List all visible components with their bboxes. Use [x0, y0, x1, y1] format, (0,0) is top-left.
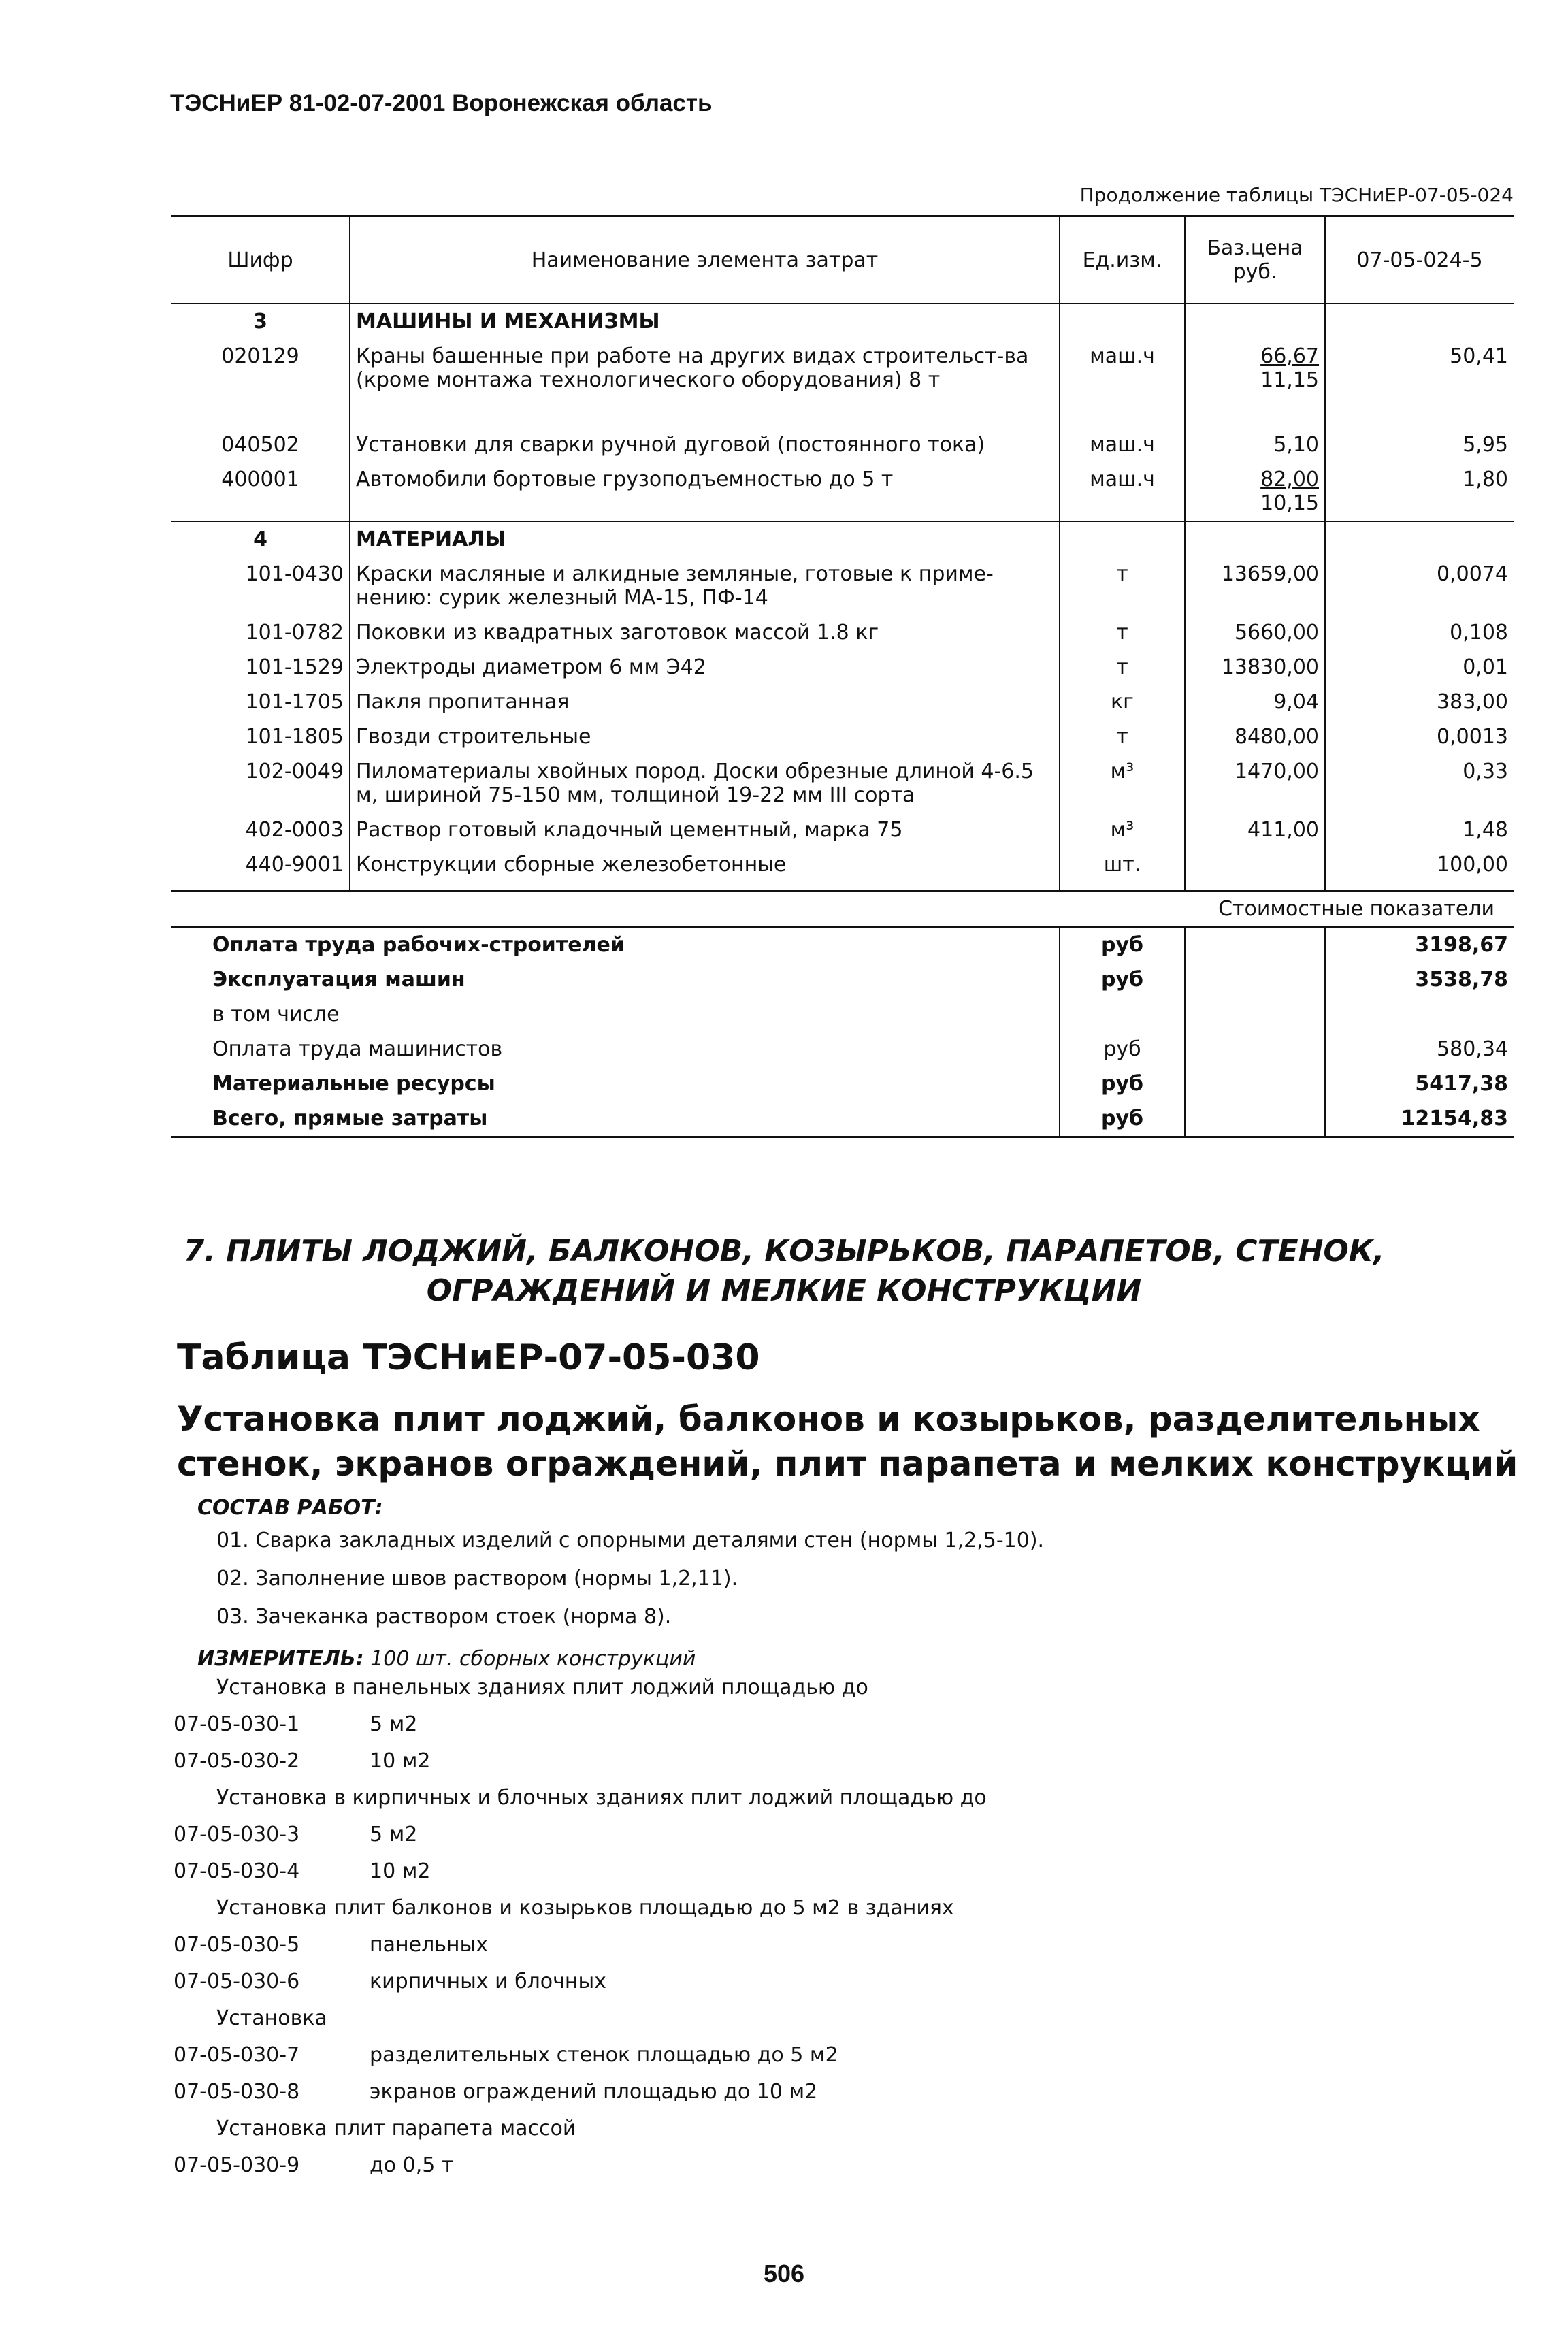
row-price-secondary: 11,15: [1260, 368, 1319, 392]
row-unit: т: [1060, 557, 1185, 615]
summary-label: Оплата труда рабочих-строителей: [212, 933, 625, 957]
row-name: Конструкции сборные железобетонные: [350, 847, 1060, 891]
section-code: 3: [253, 310, 267, 333]
col-name-header: Наименование элемента затрат: [350, 216, 1060, 304]
row-value: 383,00: [1325, 685, 1514, 719]
row-price: 411,00: [1185, 813, 1325, 847]
col-code-header: Шифр: [227, 248, 293, 272]
row-unit: кг: [1060, 685, 1185, 719]
item-text: 10 м2: [370, 1859, 431, 1883]
item-code: 07-05-030-9: [174, 2153, 300, 2177]
summary-row: [172, 1066, 1514, 1101]
summary-value: 3198,67: [1325, 927, 1514, 962]
summary-value: 580,34: [1325, 1032, 1514, 1066]
item-intro: Установка плит парапета массой: [216, 2117, 576, 2140]
row-code: 400001: [221, 468, 299, 491]
item-code: 07-05-030-1: [174, 1712, 300, 1736]
table-row: [172, 847, 1514, 891]
summary-unit: руб: [1060, 1101, 1185, 1137]
summary-row: [172, 962, 1514, 997]
summary-label: в том числе: [212, 1003, 340, 1026]
row-name: Пакля пропитанная: [350, 685, 1060, 719]
cost-header: Стоимостные показатели: [172, 891, 1514, 927]
row-unit: маш.ч: [1060, 339, 1185, 397]
item-text: экранов ограждений площадью до 10 м2: [370, 2080, 818, 2104]
row-unit: т: [1060, 650, 1185, 685]
summary-row: [172, 927, 1514, 962]
summary-unit: [1060, 997, 1185, 1032]
row-value: 1,80: [1325, 462, 1514, 521]
row-code: 040502: [221, 433, 299, 457]
row-price: 5660,00: [1185, 615, 1325, 650]
item-text: до 0,5 т: [370, 2153, 454, 2177]
summary-label: Эксплуатация машин: [212, 968, 466, 992]
row-unit: м³: [1060, 754, 1185, 813]
section-code: 4: [172, 521, 350, 557]
table-continuation-label: Продолжение таблицы ТЭСНиЕР-07-05-024: [1079, 184, 1514, 206]
item-code: 07-05-030-6: [174, 1970, 300, 1993]
work-item: 03. Зачеканка раствором стоек (норма 8).: [216, 1605, 672, 1629]
item-intro: Установка в панельных зданиях плит лоджий площадью до: [216, 1676, 868, 1699]
summary-unit: руб: [1060, 962, 1185, 997]
summary-value: [1325, 997, 1514, 1032]
row-unit: маш.ч: [1060, 427, 1185, 462]
row-price: 8480,00: [1185, 719, 1325, 754]
row-price: 82,00: [1260, 468, 1319, 491]
work-item: 01. Сварка закладных изделий с опорными деталями стен (нормы 1,2,5-10).: [216, 1529, 1045, 1552]
row-value: 1,48: [1325, 813, 1514, 847]
table-row: [172, 813, 1514, 847]
item-text: разделительных стенок площадью до 5 м2: [370, 2043, 838, 2067]
item-code: 07-05-030-8: [174, 2080, 300, 2104]
row-code: 440-9001: [245, 853, 344, 877]
row-value: 50,41: [1325, 339, 1514, 397]
col-value-header: 07-05-024-5: [1325, 216, 1514, 304]
table-row: [172, 719, 1514, 754]
row-name: Раствор готовый кладочный цементный, марка 75: [350, 813, 1060, 847]
col-unit-header: Ед.изм.: [1060, 216, 1185, 304]
row-code: 101-1529: [245, 655, 344, 679]
summary-row: [172, 997, 1514, 1032]
item-text: 10 м2: [370, 1749, 431, 1773]
item-intro: Установка плит балконов и козырьков площадью до 5 м2 в зданиях: [216, 1896, 954, 1920]
section-title: [0, 1232, 1568, 1311]
table-row: [172, 685, 1514, 719]
row-name: Краны башенные при работе на других видах строительст-ва (кроме монтажа технологического оборудования) 8 т: [350, 339, 1060, 397]
item-code: 07-05-030-3: [174, 1823, 300, 1846]
item-text: 5 м2: [370, 1823, 418, 1846]
resource-table: [172, 215, 1514, 1138]
row-name: Автомобили бортовые грузоподъемностью до 5 т: [350, 462, 1060, 521]
table-row: [172, 650, 1514, 685]
table-row: [172, 339, 1514, 397]
table-row: [172, 615, 1514, 650]
row-value: 0,108: [1325, 615, 1514, 650]
row-code: 102-0049: [245, 760, 344, 783]
page-number: 506: [763, 2260, 805, 2287]
summary-value: 5417,38: [1325, 1066, 1514, 1101]
row-value: 0,33: [1325, 754, 1514, 813]
item-code: 07-05-030-5: [174, 1933, 300, 1957]
work-item: 02. Заполнение швов раствором (нормы 1,2,11).: [216, 1567, 738, 1591]
row-unit: маш.ч: [1060, 462, 1185, 521]
summary-label: Материальные ресурсы: [212, 1072, 495, 1096]
meter-label: ИЗМЕРИТЕЛЬ:: [197, 1647, 364, 1671]
table-row: [172, 462, 1514, 521]
cost-header-row: [172, 891, 1514, 927]
table-title: Таблица ТЭСНиЕР-07-05-030: [177, 1337, 760, 1378]
row-unit: т: [1060, 615, 1185, 650]
summary-row: [172, 1032, 1514, 1066]
row-value: 0,0074: [1325, 557, 1514, 615]
section-row: [172, 521, 1514, 557]
row-code: 101-0430: [245, 562, 344, 586]
item-text: панельных: [370, 1933, 488, 1957]
table-row: [172, 557, 1514, 615]
section-title: МАШИНЫ И МЕХАНИЗМЫ: [350, 304, 1060, 339]
section-title-line1: 7. ПЛИТЫ ЛОДЖИЙ, БАЛКОНОВ, КОЗЫРЬКОВ, ПАРАПЕТОВ, СТЕНОК,: [183, 1234, 1385, 1269]
composition-label: СОСТАВ РАБОТ:: [197, 1496, 383, 1520]
row-price: 13659,00: [1185, 557, 1325, 615]
row-value: 0,01: [1325, 650, 1514, 685]
row-name: Пиломатериалы хвойных пород. Доски обрезные длиной 4-6.5 м, шириной 75-150 мм, толщиной 19-22 мм III сорта: [350, 754, 1060, 813]
item-code: 07-05-030-4: [174, 1859, 300, 1883]
row-price: [1185, 847, 1325, 891]
summary-value: 3538,78: [1325, 962, 1514, 997]
row-price: 13830,00: [1185, 650, 1325, 685]
table-row: [172, 754, 1514, 813]
row-name: Поковки из квадратных заготовок массой 1.8 кг: [350, 615, 1060, 650]
summary-label: Всего, прямые затраты: [212, 1107, 488, 1130]
row-unit: м³: [1060, 813, 1185, 847]
row-unit: т: [1060, 719, 1185, 754]
item-code: 07-05-030-2: [174, 1749, 300, 1773]
row-code: 402-0003: [245, 818, 344, 842]
document-header: ТЭСНиЕР 81-02-07-2001 Воронежская область: [170, 90, 713, 116]
row-value: 100,00: [1325, 847, 1514, 891]
table-row: [172, 427, 1514, 462]
section-row: [172, 304, 1514, 339]
row-value: 5,95: [1325, 427, 1514, 462]
col-price-header: Баз.цена руб.: [1185, 216, 1325, 304]
summary-unit: руб: [1060, 1032, 1185, 1066]
row-price: 5,10: [1185, 427, 1325, 462]
item-text: 5 м2: [370, 1712, 418, 1736]
row-name: Краски масляные и алкидные земляные, готовые к приме-нению: сурик железный МА-15, ПФ-14: [350, 557, 1060, 615]
summary-value: 12154,83: [1325, 1101, 1514, 1137]
summary-label: Оплата труда машинистов: [212, 1037, 503, 1061]
item-intro: Установка в кирпичных и блочных зданиях плит лоджий площадью до: [216, 1786, 987, 1810]
item-intro: Установка: [216, 2006, 327, 2030]
row-code: 101-1805: [245, 725, 344, 749]
row-code: 101-1705: [245, 690, 344, 714]
section-title-line2: ОГРАЖДЕНИЙ И МЕЛКИЕ КОНСТРУКЦИИ: [426, 1273, 1142, 1308]
row-price-secondary: 10,15: [1260, 491, 1319, 515]
row-code: 101-0782: [245, 621, 344, 645]
row-name: Электроды диаметром 6 мм Э42: [350, 650, 1060, 685]
row-name: Гвозди строительные: [350, 719, 1060, 754]
row-value: 0,0013: [1325, 719, 1514, 754]
row-price: 66,67: [1260, 344, 1319, 368]
item-text: кирпичных и блочных: [370, 1970, 606, 1993]
summary-unit: руб: [1060, 1066, 1185, 1101]
meter: [197, 1647, 696, 1671]
row-price: 1470,00: [1185, 754, 1325, 813]
table-description: Установка плит лоджий, балконов и козырьков, разделительных стенок, экранов ограждений, плит парапета и мелких конструкций: [177, 1399, 1518, 1484]
summary-row: [172, 1101, 1514, 1137]
row-code: 020129: [221, 344, 299, 368]
item-code: 07-05-030-7: [174, 2043, 300, 2067]
row-name: Установки для сварки ручной дуговой (постоянного тока): [350, 427, 1060, 462]
meter-value: 100 шт. сборных конструкций: [370, 1647, 696, 1671]
row-unit: шт.: [1060, 847, 1185, 891]
summary-unit: руб: [1060, 927, 1185, 962]
section-title: МАТЕРИАЛЫ: [350, 521, 1060, 557]
row-price: 9,04: [1185, 685, 1325, 719]
